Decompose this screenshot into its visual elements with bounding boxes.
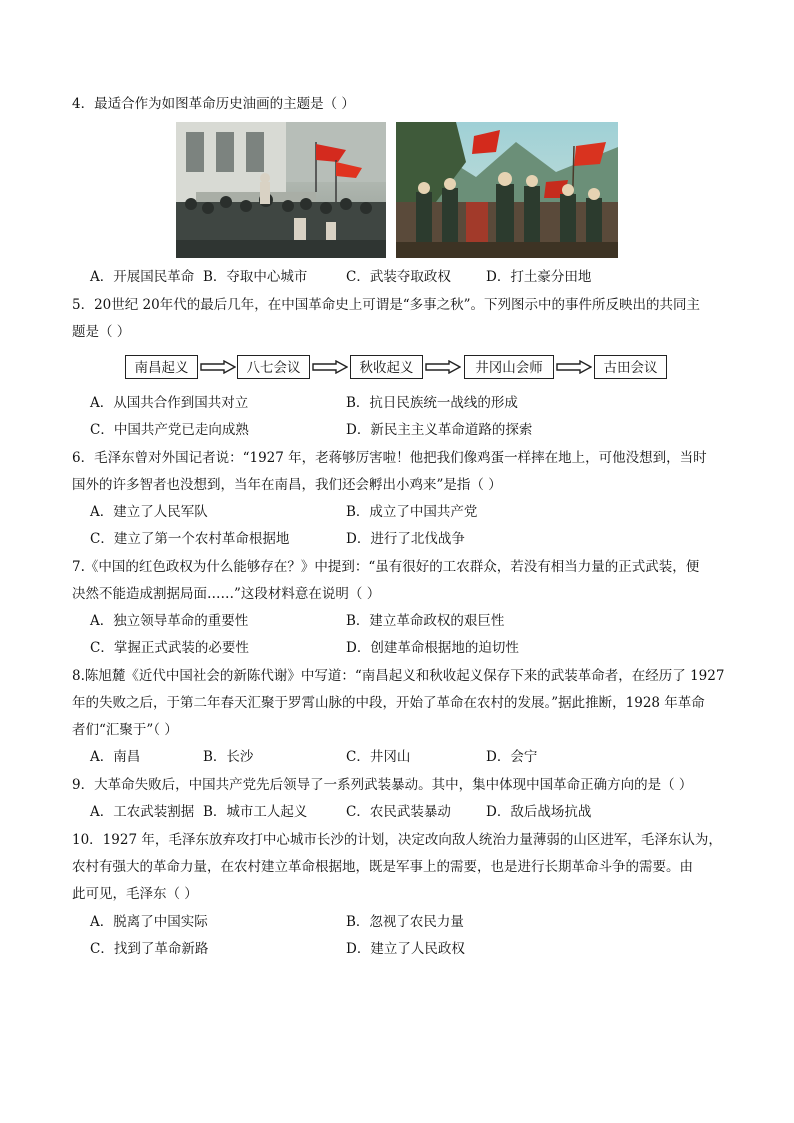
q10-stem-line2: 农村有强大的革命力量，在农村建立革命根据地，既是军事上的需要，也是进行长期革命斗争的需要。由 bbox=[72, 859, 693, 875]
flow-arrow-icon bbox=[425, 360, 461, 374]
q6-option-c[interactable]: C．建立了第一个农村革命根据地 bbox=[90, 531, 290, 547]
q5-option-a[interactable]: A．从国共合作到国共对立 bbox=[90, 395, 249, 411]
q8-option-a[interactable]: A．南昌 bbox=[90, 749, 141, 765]
painting-nanchang-uprising bbox=[176, 122, 386, 258]
q4-option-d[interactable]: D．打土豪分田地 bbox=[486, 269, 592, 285]
q4-option-c[interactable]: C．武装夺取政权 bbox=[346, 269, 451, 285]
q9-option-b[interactable]: B．城市工人起义 bbox=[203, 804, 308, 820]
q8-option-d[interactable]: D．会宁 bbox=[486, 749, 538, 765]
q5-option-d[interactable]: D．新民主主义革命道路的探索 bbox=[346, 422, 533, 438]
flow-arrow-icon bbox=[312, 360, 348, 374]
q5-stem-line2: 题是（ ） bbox=[72, 324, 131, 340]
q8-option-c[interactable]: C．井冈山 bbox=[346, 749, 411, 765]
q10-option-d[interactable]: D．建立了人民政权 bbox=[346, 941, 465, 957]
q5-option-b[interactable]: B．抗日民族统一战线的形成 bbox=[346, 395, 518, 411]
q7-stem-line1: 7.《中国的红色政权为什么能够存在？》中提到：“虽有很好的工农群众，若没有相当力量的正式武装，便 bbox=[72, 559, 700, 575]
q6-option-a[interactable]: A．建立了人民军队 bbox=[90, 504, 208, 520]
q8-stem-line2: 年的失败之后，于第二年春天汇聚于罗霄山脉的中段，开始了革命在农村的发展。”据此推断，1928 年革命 bbox=[72, 695, 705, 711]
q9-option-a[interactable]: A．工农武装割据 bbox=[90, 804, 195, 820]
q10-option-c[interactable]: C．找到了革命新路 bbox=[90, 941, 209, 957]
q4-option-a[interactable]: A．开展国民革命 bbox=[90, 269, 195, 285]
q4-stem: 4．最适合作为如图革命历史油画的主题是（ ） bbox=[72, 96, 355, 112]
q7-option-d[interactable]: D．创建革命根据地的迫切性 bbox=[346, 640, 519, 656]
flow-box-jinggangshan: 井冈山会师 bbox=[464, 355, 554, 379]
q9-stem: 9．大革命失败后，中国共产党先后领导了一系列武装暴动。其中，集中体现中国革命正确方向的是（ ） bbox=[72, 777, 693, 793]
flow-box-gutian: 古田会议 bbox=[594, 355, 667, 379]
q8-stem-line3: 者们“汇聚于”（ ） bbox=[72, 722, 178, 738]
q10-option-b[interactable]: B．忽视了农民力量 bbox=[346, 914, 464, 930]
q8-option-b[interactable]: B．长沙 bbox=[203, 749, 254, 765]
painting-jinggangshan bbox=[396, 122, 618, 258]
q4-option-b[interactable]: B．夺取中心城市 bbox=[203, 269, 308, 285]
q6-stem-line1: 6．毛泽东曾对外国记者说：“1927 年，老蒋够厉害啦！他把我们像鸡蛋一样摔在地上，可他没想到，当时 bbox=[72, 450, 707, 466]
q8-stem-line1: 8.陈旭麓《近代中国社会的新陈代谢》中写道：“南昌起义和秋收起义保存下来的武装革命者，在经历了 1927 bbox=[72, 668, 725, 684]
q7-stem-line2: 决然不能造成割据局面……”这段材料意在说明（ ） bbox=[72, 586, 381, 602]
flow-box-qiushou: 秋收起义 bbox=[350, 355, 423, 379]
flow-arrow-icon bbox=[556, 360, 592, 374]
q7-option-c[interactable]: C．掌握正式武装的必要性 bbox=[90, 640, 249, 656]
flow-box-nanchang: 南昌起义 bbox=[125, 355, 198, 379]
q10-stem-line3: 此可见，毛泽东（ ） bbox=[72, 886, 198, 902]
q10-option-a[interactable]: A．脱离了中国实际 bbox=[90, 914, 208, 930]
q6-option-b[interactable]: B．成立了中国共产党 bbox=[346, 504, 478, 520]
flow-arrow-icon bbox=[200, 360, 236, 374]
q6-option-d[interactable]: D．进行了北伐战争 bbox=[346, 531, 465, 547]
q6-stem-line2: 国外的许多智者也没想到，当年在南昌，我们还会孵出小鸡来”是指（ ） bbox=[72, 477, 502, 493]
q7-option-b[interactable]: B．建立革命政权的艰巨性 bbox=[346, 613, 505, 629]
q5-stem-line1: 5．20世纪 20年代的最后几年，在中国革命史上可谓是“多事之秋”。下列图示中的事件所反映出的共同主 bbox=[72, 297, 701, 313]
q5-option-c[interactable]: C．中国共产党已走向成熟 bbox=[90, 422, 249, 438]
q10-stem-line1: 10．1927 年，毛泽东放弃攻打中心城市长沙的计划，决定改向敌人统治力量薄弱的山区进军，毛泽东认为， bbox=[72, 832, 722, 848]
q9-option-d[interactable]: D．敌后战场抗战 bbox=[486, 804, 592, 820]
q9-option-c[interactable]: C．农民武装暴动 bbox=[346, 804, 451, 820]
flow-box-baqi: 八七会议 bbox=[237, 355, 310, 379]
q7-option-a[interactable]: A．独立领导革命的重要性 bbox=[90, 613, 249, 629]
